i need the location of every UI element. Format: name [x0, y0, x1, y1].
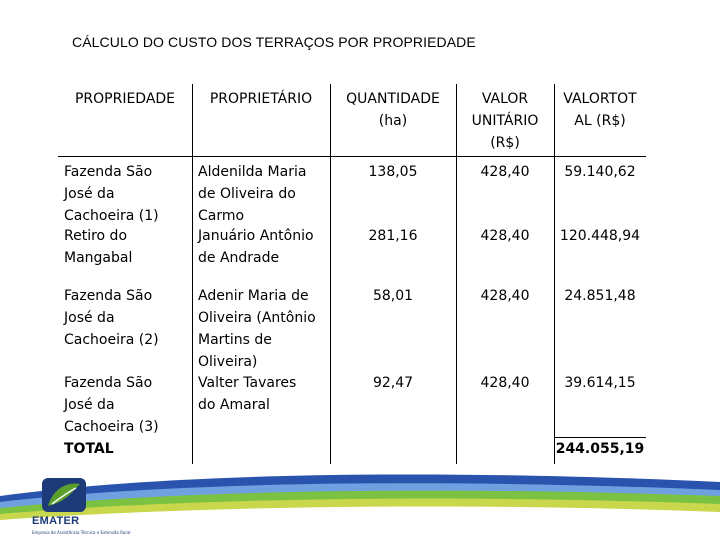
table-row-2-quantidade: 281,16	[368, 228, 418, 244]
total-label: TOTAL	[64, 441, 114, 457]
table-row-2-valor-total: 120.448,94	[559, 228, 641, 244]
table-row-4-quantidade: 92,47	[372, 375, 414, 391]
header-divider	[58, 156, 646, 157]
table-row-3-proprietario: Adenir Maria de Oliveira (Antônio Martins de Oliveira)	[198, 288, 316, 370]
table-row-4-proprietario: Valter Tavares do Amaral	[198, 375, 297, 413]
table-row-2-proprietario: Januário Antônio de Andrade	[198, 228, 314, 266]
header-valor-total: VALORTOT AL (R$)	[563, 91, 637, 129]
cost-table	[58, 84, 646, 464]
table-row-2-valor-unitario: 428,40	[480, 228, 530, 244]
table-row-2-propriedade: Retiro do Mangabal	[64, 228, 133, 266]
column-divider	[192, 84, 193, 464]
page-title: CÁLCULO DO CUSTO DOS TERRAÇOS POR PROPRIEDADE	[72, 34, 476, 50]
table-row-1-quantidade: 138,05	[368, 164, 418, 180]
table-row-3-valor-unitario: 428,40	[480, 288, 530, 304]
footer-band	[0, 466, 720, 540]
table-row-3-quantidade: 58,01	[372, 288, 414, 304]
header-quantidade: QUANTIDADE (ha)	[346, 91, 440, 129]
table-row-4-valor-total: 39.614,15	[564, 375, 636, 391]
header-proprietario: PROPRIETÁRIO	[209, 91, 313, 107]
table-row-4-propriedade: Fazenda São José da Cachoeira (3)	[64, 375, 159, 435]
logo-tagline: Empresa de Assistência Técnica e Extensão Rural	[32, 530, 131, 535]
column-divider	[554, 84, 555, 464]
table-row-3-propriedade: Fazenda São José da Cachoeira (2)	[64, 288, 159, 348]
emater-logo	[40, 476, 88, 516]
total-value: 244.055,19	[555, 441, 645, 457]
table-row-1-valor-unitario: 428,40	[480, 164, 530, 180]
table-row-1-valor-total: 59.140,62	[564, 164, 636, 180]
logo-name: EMATER	[32, 515, 80, 527]
table-row-3-valor-total: 24.851,48	[564, 288, 636, 304]
header-valor-unitario: VALOR UNITÁRIO (R$)	[471, 91, 539, 151]
table-row-1-propriedade: Fazenda São José da Cachoeira (1)	[64, 164, 159, 224]
table-row-4-valor-unitario: 428,40	[480, 375, 530, 391]
header-propriedade: PROPRIEDADE	[74, 91, 176, 107]
table-row-1-proprietario: Aldenilda Maria de Oliveira do Carmo	[198, 164, 307, 224]
column-divider	[330, 84, 331, 464]
